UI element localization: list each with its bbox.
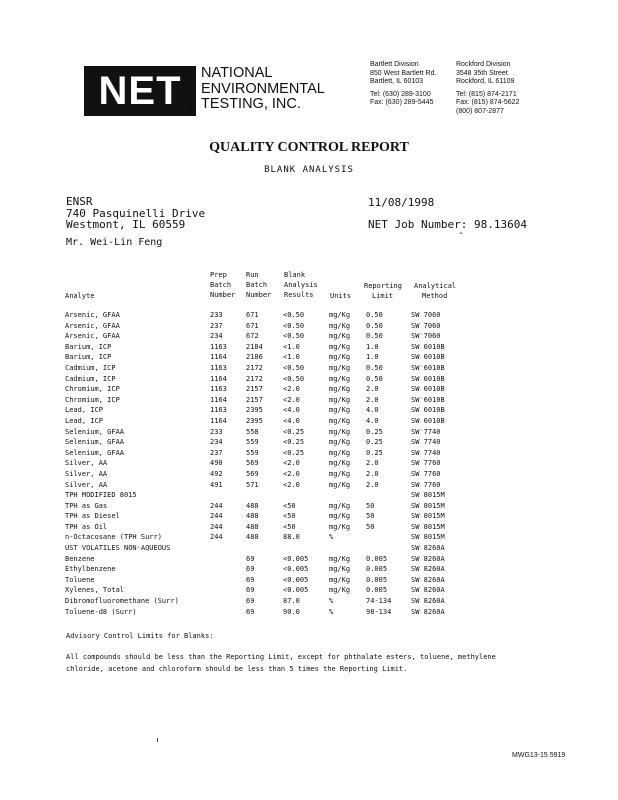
cell-reporting-limit: 2.0 [366, 469, 379, 478]
cell-reporting-limit: 98-134 [366, 607, 392, 616]
cell-reporting-limit: 4.0 [366, 406, 379, 415]
col-header-units: Units [330, 292, 352, 300]
cell-units: % [329, 597, 334, 606]
cell-method: SW 8260A [411, 544, 445, 553]
cell-analyte: Lead, ICP [65, 406, 103, 415]
company-logo: NET [84, 66, 196, 116]
cell-result: <2.0 [283, 385, 300, 394]
col-header-rl-1: Reporting [364, 282, 402, 290]
cell-prep-batch: 491 [210, 480, 223, 489]
cell-reporting-limit: 0.50 [366, 311, 383, 319]
cell-reporting-limit: 2.0 [366, 459, 379, 468]
advisory-text: All compounds should be less than the Reporting Limit, except for phthalate esters, toluene, methylene chloride, acetone and chloroform should be less than 5 times the Reporting Limit. [66, 653, 496, 673]
cell-result: <0.25 [283, 427, 305, 436]
cell-run-batch: 488 [246, 522, 259, 531]
bartlett-fax: Fax: (630) 289-5445 [370, 99, 434, 107]
bartlett-tel: Tel: (630) 289-3100 [370, 90, 431, 98]
cell-prep-batch: 234 [210, 438, 223, 447]
cell-reporting-limit: 0.50 [366, 332, 383, 341]
cell-reporting-limit: 0.25 [366, 448, 383, 457]
cell-method: SW 8260A [411, 597, 445, 606]
cell-prep-batch: 1163 [210, 406, 227, 415]
cell-reporting-limit: 0.005 [366, 554, 388, 563]
cell-prep-batch: 237 [210, 321, 223, 330]
cell-result: 88.0 [283, 533, 300, 542]
cell-result: <50 [283, 501, 296, 510]
cell-result: <0.005 [283, 575, 309, 584]
col-header-result-3: Results [284, 291, 314, 299]
bartlett-address-1: 850 West Bartlett Rd. [370, 69, 437, 77]
scan-mark [157, 738, 158, 742]
cell-run-batch: 2186 [246, 353, 263, 362]
cell-units: mg/Kg [329, 480, 351, 489]
cell-analyte: Dibromofluoromethane (Surr) [65, 597, 179, 606]
cell-analyte: Cadmium, ICP [65, 363, 116, 372]
col-header-method-2: Method [422, 292, 448, 300]
col-header-method [414, 281, 456, 301]
cell-analyte: Xylenes, Total [65, 586, 125, 595]
rockford-division-address [456, 61, 519, 117]
report-date: 11/08/1998 [368, 196, 435, 209]
cell-units: mg/Kg [329, 374, 351, 383]
cell-run-batch: 2395 [246, 406, 263, 415]
cell-reporting-limit: 50 [366, 501, 375, 510]
cell-reporting-limit: 0.005 [366, 565, 388, 574]
cell-result: <0.50 [283, 311, 305, 319]
advisory-title: Advisory Control Limits for Blanks: [66, 632, 214, 640]
cell-result: <1.0 [283, 342, 300, 351]
cell-units: mg/Kg [329, 363, 351, 372]
cell-run-batch: 69 [246, 607, 255, 616]
cell-result: <2.0 [283, 395, 300, 404]
cell-run-batch: 69 [246, 565, 255, 574]
cell-prep-batch: 244 [210, 522, 223, 531]
col-header-rl-2: Limit [372, 292, 394, 300]
cell-units: mg/Kg [329, 459, 351, 468]
cell-method: SW 8015M [411, 491, 445, 500]
rockford-name: Rockford Division [456, 61, 511, 68]
cell-units: mg/Kg [329, 501, 351, 510]
cell-units: mg/Kg [329, 332, 351, 341]
cell-method: SW 8260A [411, 565, 445, 574]
cell-analyte: Lead, ICP [65, 416, 103, 425]
cell-units: mg/Kg [329, 565, 351, 574]
rockford-address-1: 3548 35th Street [456, 69, 508, 77]
cell-method: SW 8015M [411, 501, 445, 510]
registered-mark: ® [188, 107, 194, 114]
cell-run-batch: 559 [246, 438, 259, 447]
cell-run-batch: 569 [246, 459, 259, 468]
cell-analyte: Selenium, GFAA [65, 427, 125, 436]
cell-units: mg/Kg [329, 385, 351, 394]
cell-run-batch: 2184 [246, 342, 263, 351]
cell-method: SW 6010B [411, 342, 445, 351]
cell-method: SW 7760 [411, 469, 441, 478]
cell-result: <0.005 [283, 554, 309, 563]
cell-method: SW 7740 [411, 438, 441, 447]
cell-result: 90.0 [283, 607, 300, 616]
cell-units: mg/Kg [329, 311, 351, 319]
col-header-method-1: Analytical [414, 282, 457, 290]
cell-reporting-limit: 0.25 [366, 438, 383, 447]
cell-units: mg/Kg [329, 427, 351, 436]
cell-method: SW 7760 [411, 459, 441, 468]
col-header-prep-1: Prep [210, 271, 227, 279]
cell-analyte: Cadmium, ICP [65, 374, 116, 383]
cell-units: mg/Kg [329, 554, 351, 563]
cell-analyte: n-Octacosane (TPH Surr) [65, 533, 162, 542]
cell-method: SW 6010B [411, 363, 445, 372]
cell-analyte: Arsenic, GFAA [65, 332, 120, 341]
cell-analyte: Selenium, GFAA [65, 448, 125, 457]
col-header-analyte: Analyte [65, 292, 95, 300]
cell-analyte: Arsenic, GFAA [65, 311, 120, 319]
cell-result: <2.0 [283, 469, 300, 478]
cell-run-batch: 2172 [246, 374, 263, 383]
cell-analyte: TPH MODIFIED 8015 [65, 491, 137, 500]
cell-prep-batch: 233 [210, 311, 223, 319]
cell-analyte: Silver, AA [65, 480, 108, 489]
cell-prep-batch: 1164 [210, 374, 227, 383]
cell-result: <0.50 [283, 332, 305, 341]
cell-units: mg/Kg [329, 448, 351, 457]
cell-analyte: Chromium, ICP [65, 385, 120, 394]
job-number-label: NET Job Number: [368, 218, 468, 231]
col-header-prep-3: Number [210, 291, 236, 299]
cell-reporting-limit: 2.0 [366, 480, 379, 489]
document-code: MWG13-15 5919 [512, 752, 566, 759]
client-address-2: Westmont, IL 60559 [66, 218, 186, 231]
cell-result: <0.50 [283, 363, 305, 372]
cell-reporting-limit: 50 [366, 512, 375, 521]
cell-units: % [329, 533, 334, 542]
cell-method: SW 6010B [411, 385, 445, 394]
cell-reporting-limit: 2.0 [366, 385, 379, 394]
cell-result: <4.0 [283, 406, 300, 415]
cell-result: <0.50 [283, 374, 305, 383]
cell-analyte: Barium, ICP [65, 342, 112, 351]
bartlett-division-address [370, 61, 436, 108]
cell-run-batch: 2172 [246, 363, 263, 372]
cell-method: SW 7760 [411, 480, 441, 489]
cell-prep-batch: 1164 [210, 395, 227, 404]
cell-method: SW 7060 [411, 332, 441, 341]
company-name-line-2: ENVIRONMENTAL [201, 80, 325, 97]
cell-prep-batch: 233 [210, 427, 223, 436]
cell-analyte: Chromium, ICP [65, 395, 120, 404]
cell-analyte: TPH as Gas [65, 501, 108, 510]
col-header-run-2: Batch [246, 281, 268, 289]
cell-prep-batch: 490 [210, 459, 223, 468]
bartlett-address-2: Bartlett, IL 60103 [370, 78, 424, 86]
col-header-run [246, 270, 271, 300]
cell-result: <0.25 [283, 438, 305, 447]
cell-method: SW 7060 [411, 321, 441, 330]
col-header-prep [210, 270, 235, 300]
job-number-value: 98.13604 [473, 218, 527, 231]
cell-run-batch: 672 [246, 332, 259, 341]
cell-units: mg/Kg [329, 353, 351, 362]
col-header-result [284, 270, 318, 300]
client-address-1: 740 Pasquinelli Drive [66, 206, 206, 220]
cell-units: mg/Kg [329, 512, 351, 521]
cell-method: SW 8015M [411, 522, 445, 531]
rockford-fax: Fax: (815) 874-5622 [456, 99, 520, 107]
cell-run-batch: 488 [246, 512, 259, 521]
cell-prep-batch: 244 [210, 501, 223, 510]
cell-method: SW 8015M [411, 512, 445, 521]
cell-run-batch: 571 [246, 480, 259, 489]
cell-run-batch: 559 [246, 448, 259, 457]
cell-run-batch: 569 [246, 469, 259, 478]
cell-analyte: Selenium, GFAA [65, 438, 125, 447]
job-number [368, 218, 527, 231]
report-title: QUALITY CONTROL REPORT [209, 140, 409, 155]
cell-run-batch: 558 [246, 427, 259, 436]
cell-analyte: UST VOLATILES NON-AQUEOUS [65, 544, 171, 553]
cell-reporting-limit: 0.005 [366, 586, 388, 595]
cell-units: mg/Kg [329, 438, 351, 447]
cell-units: mg/Kg [329, 469, 351, 478]
cell-run-batch: 69 [246, 597, 255, 606]
cell-units: mg/Kg [329, 321, 351, 330]
cell-result: <2.0 [283, 459, 300, 468]
cell-analyte: TPH as Diesel [65, 512, 120, 521]
cell-method: SW 8260A [411, 586, 445, 595]
cell-prep-batch: 244 [210, 512, 223, 521]
cell-method: SW 8260A [411, 554, 445, 563]
company-name-line-3: TESTING, INC. [201, 96, 301, 112]
cell-result: <1.0 [283, 353, 300, 362]
cell-method: SW 8260A [411, 607, 445, 616]
rockford-tel: Tel: (815) 874-2171 [456, 90, 517, 98]
cell-result: <50 [283, 522, 296, 531]
cell-units: mg/Kg [329, 416, 351, 425]
cell-run-batch: 69 [246, 575, 255, 584]
cell-reporting-limit: 0.50 [366, 363, 383, 372]
cell-run-batch: 671 [246, 321, 259, 330]
cell-run-batch: 2157 [246, 385, 263, 394]
cell-reporting-limit: 0.50 [366, 321, 383, 330]
cell-method: SW 7060 [411, 311, 441, 319]
bartlett-name: Bartlett Division [370, 61, 419, 68]
cell-reporting-limit: 0.50 [366, 374, 383, 383]
cell-prep-batch: 1163 [210, 342, 227, 351]
col-header-run-1: Run [246, 271, 259, 279]
cell-result: <0.50 [283, 321, 305, 330]
cell-run-batch: 69 [246, 586, 255, 595]
cell-analyte: Silver, AA [65, 469, 108, 478]
cell-result: 87.0 [283, 597, 300, 606]
cell-result: <4.0 [283, 416, 300, 425]
cell-run-batch: 488 [246, 501, 259, 510]
cell-reporting-limit: 50 [366, 522, 375, 531]
cell-method: SW 6010B [411, 416, 445, 425]
cell-reporting-limit: 1.0 [366, 342, 379, 351]
cell-method: SW 8260A [411, 575, 445, 584]
cell-prep-batch: 1163 [210, 385, 227, 394]
cell-units: mg/Kg [329, 395, 351, 404]
cell-analyte: Silver, AA [65, 459, 108, 468]
cell-prep-batch: 234 [210, 332, 223, 341]
company-name [201, 66, 325, 113]
cell-prep-batch: 492 [210, 469, 223, 478]
cell-analyte: Toluene-d8 (Surr) [65, 607, 137, 616]
col-header-result-1: Blank [284, 271, 306, 279]
cell-run-batch: 2395 [246, 416, 263, 425]
cell-units: mg/Kg [329, 406, 351, 415]
cell-units: mg/Kg [329, 342, 351, 351]
cell-units: mg/Kg [329, 586, 351, 595]
cell-method: SW 6010B [411, 406, 445, 415]
cell-reporting-limit: 0.005 [366, 575, 388, 584]
cell-prep-batch: 1164 [210, 416, 227, 425]
cell-method: SW 8015M [411, 533, 445, 542]
cell-run-batch: 671 [246, 311, 259, 319]
cell-result: <0.005 [283, 565, 309, 574]
cell-prep-batch: 237 [210, 448, 223, 457]
cell-prep-batch: 1164 [210, 353, 227, 362]
rockford-address-2: Rockford, IL 61109 [456, 78, 515, 86]
client-attention: Mr. Wei-Lin Feng [66, 237, 163, 248]
col-header-prep-2: Batch [210, 281, 232, 289]
cell-method: SW 7740 [411, 427, 441, 436]
cell-prep-batch: 1163 [210, 363, 227, 372]
cell-method: SW 6010B [411, 395, 445, 404]
col-header-reporting-limit [364, 281, 402, 301]
col-header-result-2: Analysis [284, 281, 318, 289]
cell-reporting-limit: 0.25 [366, 427, 383, 436]
cell-reporting-limit: 2.0 [366, 395, 379, 404]
cell-reporting-limit: 4.0 [366, 416, 379, 425]
col-header-run-3: Number [246, 291, 272, 299]
cell-analyte: Barium, ICP [65, 353, 112, 362]
cell-result: <50 [283, 512, 296, 521]
cell-result: <0.25 [283, 448, 305, 457]
cell-method: SW 7740 [411, 448, 441, 457]
cell-units: mg/Kg [329, 575, 351, 584]
cell-units: % [329, 607, 334, 616]
report-subtitle: BLANK ANALYSIS [264, 165, 354, 175]
cell-analyte: Ethylbenzene [65, 565, 116, 574]
dash-mark: - [458, 228, 465, 239]
cell-run-batch: 69 [246, 554, 255, 563]
company-name-line-1: NATIONAL [201, 65, 273, 81]
rockford-phone-2: (800) 807-2877 [456, 107, 504, 115]
cell-method: SW 6010B [411, 374, 445, 383]
cell-analyte: TPH as Oil [65, 522, 108, 531]
cell-units: mg/Kg [329, 522, 351, 531]
cell-result: <0.005 [283, 586, 309, 595]
cell-run-batch: 2157 [246, 395, 263, 404]
cell-result: <2.0 [283, 480, 300, 489]
cell-analyte: Benzene [65, 554, 95, 563]
cell-reporting-limit: 1.0 [366, 353, 379, 362]
cell-method: SW 6010B [411, 353, 445, 362]
cell-analyte: Toluene [65, 575, 95, 584]
cell-reporting-limit: 74-134 [366, 597, 392, 606]
cell-run-batch: 488 [246, 533, 259, 542]
cell-analyte: Arsenic, GFAA [65, 321, 120, 330]
cell-prep-batch: 244 [210, 533, 223, 542]
client-address [66, 196, 205, 231]
client-name: ENSR [66, 195, 93, 208]
